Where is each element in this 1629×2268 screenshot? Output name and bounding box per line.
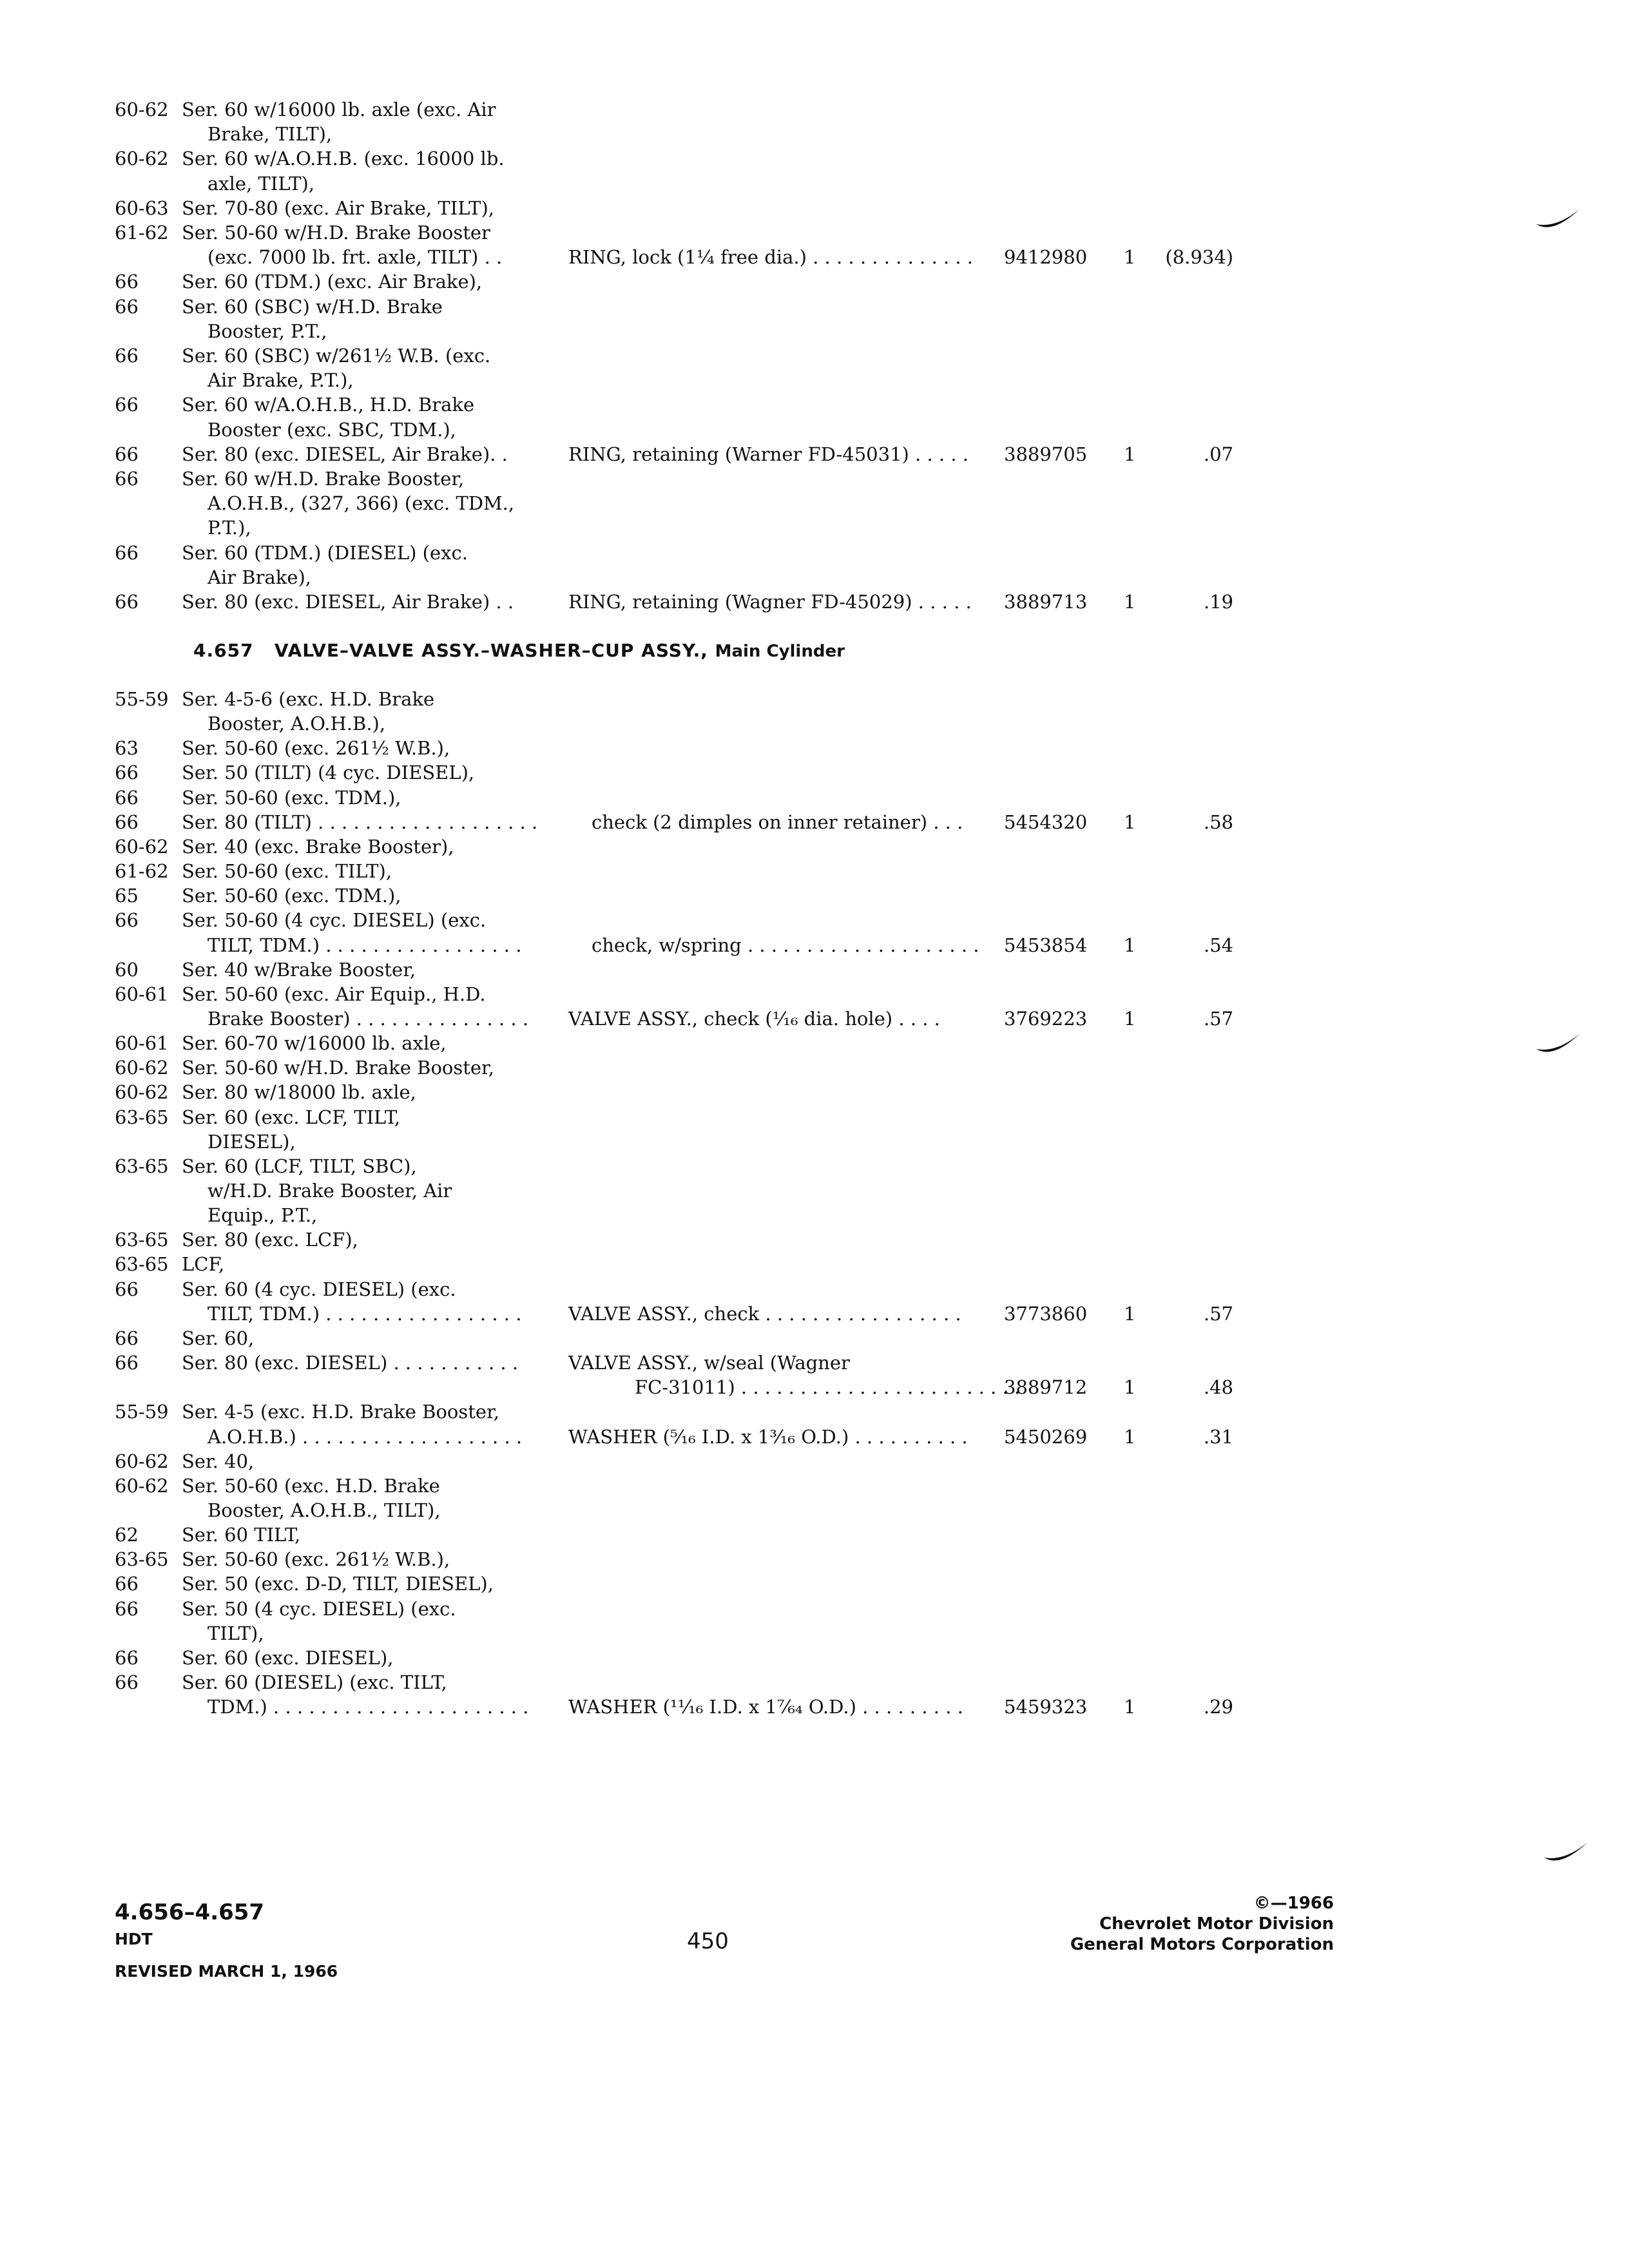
application-text: Ser. 60 (TDM.) (exc. Air Brake),: [182, 271, 483, 293]
quantity: 1: [1124, 1425, 1136, 1448]
year-range: 66: [115, 468, 139, 490]
application-text: Ser. 50-60 (exc. 261½ W.B.),: [182, 737, 450, 760]
application-text: Ser. 50-60 (exc. TILT),: [182, 860, 392, 883]
application-text: A.O.H.B.) . . . . . . . . . . . . . . . . . . .: [207, 1425, 523, 1448]
application-text: Ser. 60 (exc. DIESEL),: [182, 1646, 394, 1669]
year-range: 61-62: [115, 860, 169, 883]
price: .31: [1203, 1425, 1233, 1448]
part-description: RING, retaining (Wagner FD-45029) . . . . .: [568, 591, 972, 613]
price: .57: [1203, 1302, 1233, 1325]
application-text: Ser. 60 TILT,: [182, 1524, 301, 1546]
year-range: 60-62: [115, 148, 169, 170]
price: (8.934): [1165, 246, 1233, 269]
quantity: 1: [1124, 934, 1136, 956]
application-text: Ser. 60 (SBC) w/H.D. Brake: [182, 295, 443, 318]
quantity: 1: [1124, 1696, 1136, 1718]
year-range: 66: [115, 909, 139, 932]
application-text: TILT, TDM.) . . . . . . . . . . . . . . . . .: [207, 1302, 522, 1325]
year-range: 63-65: [115, 1155, 169, 1177]
price: .58: [1203, 811, 1233, 833]
application-text: (exc. 7000 lb. frt. axle, TILT) . .: [207, 246, 503, 269]
year-range: 63-65: [115, 1229, 169, 1251]
year-range: 60-62: [115, 1474, 169, 1497]
application-text: Ser. 60 w/H.D. Brake Booster,: [182, 468, 465, 490]
year-range: 60-62: [115, 1057, 169, 1079]
application-text: Ser. 4-5-6 (exc. H.D. Brake: [182, 688, 435, 710]
application-text: Ser. 50-60 (exc. Air Equip., H.D.: [182, 983, 486, 1005]
application-text: Ser. 80 (exc. DIESEL, Air Brake) . .: [182, 591, 514, 613]
part-description: VALVE ASSY., check (¹⁄₁₆ dia. hole) . . . .: [568, 1007, 940, 1030]
application-text: w/H.D. Brake Booster, Air: [207, 1180, 452, 1202]
application-text: Air Brake),: [207, 566, 312, 588]
application-text: Booster, A.O.H.B., TILT),: [207, 1499, 441, 1521]
binding-mark-icon: [1541, 1838, 1593, 1870]
footer-section-range: 4.656–4.657: [115, 1899, 265, 1925]
year-range: 66: [115, 762, 139, 784]
application-text: Booster (exc. SBC, TDM.),: [207, 418, 456, 441]
year-range: 60-62: [115, 1450, 169, 1472]
application-text: Ser. 80 (exc. LCF),: [182, 1229, 358, 1251]
year-range: 60-62: [115, 1081, 169, 1104]
application-text: Ser. 50-60 (exc. 261½ W.B.),: [182, 1548, 450, 1571]
year-range: 66: [115, 1327, 139, 1349]
part-number: 5453854: [1004, 934, 1088, 956]
part-number: 3889712: [1004, 1376, 1088, 1399]
part-description: WASHER (⁵⁄₁₆ I.D. x 1³⁄₁₆ O.D.) . . . . . . . . . .: [568, 1425, 968, 1448]
year-range: 66: [115, 786, 139, 809]
year-range: 66: [115, 1597, 139, 1620]
application-text: TILT, TDM.) . . . . . . . . . . . . . . . . .: [207, 934, 522, 956]
price: .48: [1203, 1376, 1233, 1399]
application-text: A.O.H.B., (327, 366) (exc. TDM.,: [207, 492, 515, 515]
year-range: 66: [115, 295, 139, 318]
price: .29: [1203, 1696, 1233, 1718]
application-text: Ser. 60 (LCF, TILT, SBC),: [182, 1155, 417, 1177]
application-text: Ser. 40 (exc. Brake Booster),: [182, 835, 454, 858]
application-text: Ser. 60-70 w/16000 lb. axle,: [182, 1032, 447, 1055]
application-text: Ser. 50 (TILT) (4 cyc. DIESEL),: [182, 762, 475, 784]
year-range: 66: [115, 394, 139, 416]
application-text: Ser. 50-60 (exc. TDM.),: [182, 885, 401, 907]
application-text: Ser. 60 w/A.O.H.B. (exc. 16000 lb.: [182, 148, 505, 170]
quantity: 1: [1124, 811, 1136, 833]
application-text: axle, TILT),: [207, 172, 315, 195]
year-range: 66: [115, 1352, 139, 1374]
price: .57: [1203, 1007, 1233, 1030]
part-number: 3773860: [1004, 1302, 1088, 1325]
application-text: Brake, TILT),: [207, 123, 333, 146]
footer-division: Chevrolet Motor Division: [1099, 1914, 1334, 1934]
part-description: check, w/spring . . . . . . . . . . . . . . . . . . . .: [592, 934, 979, 956]
year-range: 65: [115, 885, 139, 907]
year-range: 66: [115, 1573, 139, 1595]
section-number: 4.657: [193, 640, 254, 661]
price: .07: [1203, 443, 1233, 465]
year-range: 63-65: [115, 1106, 169, 1128]
application-text: Ser. 50 (4 cyc. DIESEL) (exc.: [182, 1597, 456, 1620]
year-range: 63: [115, 737, 139, 760]
part-number: 3889713: [1004, 591, 1088, 613]
year-range: 63-65: [115, 1548, 169, 1571]
application-text: Ser. 40 w/Brake Booster,: [182, 958, 416, 981]
year-range: 66: [115, 591, 139, 613]
year-range: 60-62: [115, 99, 169, 120]
year-range: 66: [115, 443, 139, 465]
footer-corporation: General Motors Corporation: [1070, 1935, 1334, 1954]
quantity: 1: [1124, 591, 1136, 613]
application-text: TDM.) . . . . . . . . . . . . . . . . . . . . . .: [207, 1696, 529, 1718]
section-title: VALVE–VALVE ASSY.–WASHER–CUP ASSY.,: [274, 640, 708, 661]
part-description: VALVE ASSY., w/seal (Wagner: [568, 1352, 850, 1374]
year-range: 60-62: [115, 835, 169, 858]
page-number: 450: [687, 1928, 729, 1954]
year-range: 66: [115, 271, 139, 293]
year-range: 60-63: [115, 197, 169, 219]
part-description: FC-31011) . . . . . . . . . . . . . . . . . . . . . . . .: [635, 1376, 1021, 1399]
application-text: Ser. 60 (exc. LCF, TILT,: [182, 1106, 401, 1128]
application-text: Ser. 50 (exc. D-D, TILT, DIESEL),: [182, 1573, 494, 1595]
application-text: Ser. 70-80 (exc. Air Brake, TILT),: [182, 197, 494, 219]
application-text: Ser. 80 (exc. DIESEL, Air Brake). .: [182, 443, 508, 465]
binding-mark-icon: [1534, 205, 1585, 237]
part-number: 5459323: [1004, 1696, 1088, 1718]
year-range: 60-61: [115, 1032, 169, 1055]
part-description: WASHER (¹¹⁄₁₆ I.D. x 1⁷⁄₆₄ O.D.) . . . . . . . . .: [568, 1696, 963, 1718]
year-range: 61-62: [115, 222, 169, 244]
part-description: RING, retaining (Warner FD-45031) . . . . .: [568, 443, 969, 465]
application-text: Ser. 50-60 w/H.D. Brake Booster,: [182, 1057, 494, 1079]
application-text: TILT),: [207, 1622, 264, 1644]
part-number: 3889705: [1004, 443, 1088, 465]
part-number: 9412980: [1004, 246, 1088, 269]
year-range: 66: [115, 811, 139, 833]
application-text: Ser. 60 (TDM.) (DIESEL) (exc.: [182, 541, 468, 564]
application-text: Ser. 80 w/18000 lb. axle,: [182, 1081, 416, 1104]
footer-copyright-block: [1070, 1893, 1334, 1955]
footer-copyright: ©—1966: [1253, 1894, 1334, 1913]
quantity: 1: [1124, 1302, 1136, 1325]
quantity: 1: [1124, 1376, 1136, 1399]
year-range: 66: [115, 1671, 139, 1693]
application-text: Ser. 80 (TILT) . . . . . . . . . . . . . . . . . . .: [182, 811, 538, 833]
application-text: LCF,: [182, 1253, 225, 1276]
year-range: 63-65: [115, 1253, 169, 1276]
application-text: P.T.),: [207, 517, 251, 539]
application-text: Equip., P.T.,: [207, 1204, 318, 1227]
application-text: Ser. 50-60 (exc. H.D. Brake: [182, 1474, 440, 1497]
part-number: 5450269: [1004, 1425, 1088, 1448]
application-text: Ser. 60 w/A.O.H.B., H.D. Brake: [182, 394, 475, 416]
application-text: Brake Booster) . . . . . . . . . . . . . . .: [207, 1007, 529, 1030]
year-range: 55-59: [115, 1401, 169, 1423]
application-text: Ser. 50-60 w/H.D. Brake Booster: [182, 222, 490, 244]
part-description: check (2 dimples on inner retainer) . . .: [592, 811, 963, 833]
year-range: 62: [115, 1524, 139, 1546]
part-description: VALVE ASSY., check . . . . . . . . . . . . . . . . .: [568, 1302, 961, 1325]
application-text: Ser. 60 (4 cyc. DIESEL) (exc.: [182, 1278, 456, 1300]
part-number: 3769223: [1004, 1007, 1088, 1030]
section-subtitle: Main Cylinder: [715, 642, 845, 661]
application-text: Booster, P.T.,: [207, 320, 327, 342]
application-text: Ser. 60 (SBC) w/261½ W.B. (exc.: [182, 345, 491, 367]
application-text: Ser. 60 w/16000 lb. axle (exc. Air: [182, 99, 496, 120]
year-range: 66: [115, 1278, 139, 1300]
year-range: 66: [115, 345, 139, 367]
application-text: Booster, A.O.H.B.),: [207, 713, 386, 735]
footer-revised: REVISED MARCH 1, 1966: [115, 1962, 338, 1981]
quantity: 1: [1124, 1007, 1136, 1030]
application-text: Ser. 60 (DIESEL) (exc. TILT,: [182, 1671, 447, 1693]
binding-mark-icon: [1534, 1030, 1585, 1062]
quantity: 1: [1124, 443, 1136, 465]
price: .54: [1203, 934, 1233, 956]
application-text: Ser. 60,: [182, 1327, 255, 1349]
application-text: Ser. 80 (exc. DIESEL) . . . . . . . . . . .: [182, 1352, 519, 1374]
year-range: 66: [115, 1646, 139, 1669]
quantity: 1: [1124, 246, 1136, 269]
application-text: Ser. 50-60 (exc. TDM.),: [182, 786, 401, 809]
application-text: Ser. 40,: [182, 1450, 255, 1472]
year-range: 60: [115, 958, 139, 981]
footer-code: HDT: [115, 1930, 153, 1948]
application-text: Ser. 4-5 (exc. H.D. Brake Booster,: [182, 1401, 499, 1423]
part-description: RING, lock (1¼ free dia.) . . . . . . . . . . . . . .: [568, 246, 974, 269]
application-text: Ser. 50-60 (4 cyc. DIESEL) (exc.: [182, 909, 487, 932]
part-number: 5454320: [1004, 811, 1088, 833]
year-range: 66: [115, 541, 139, 564]
application-text: DIESEL),: [207, 1130, 296, 1153]
section-heading: [193, 640, 845, 661]
price: .19: [1203, 591, 1233, 613]
application-text: Air Brake, P.T.),: [207, 369, 354, 392]
year-range: 55-59: [115, 688, 169, 710]
year-range: 60-61: [115, 983, 169, 1005]
